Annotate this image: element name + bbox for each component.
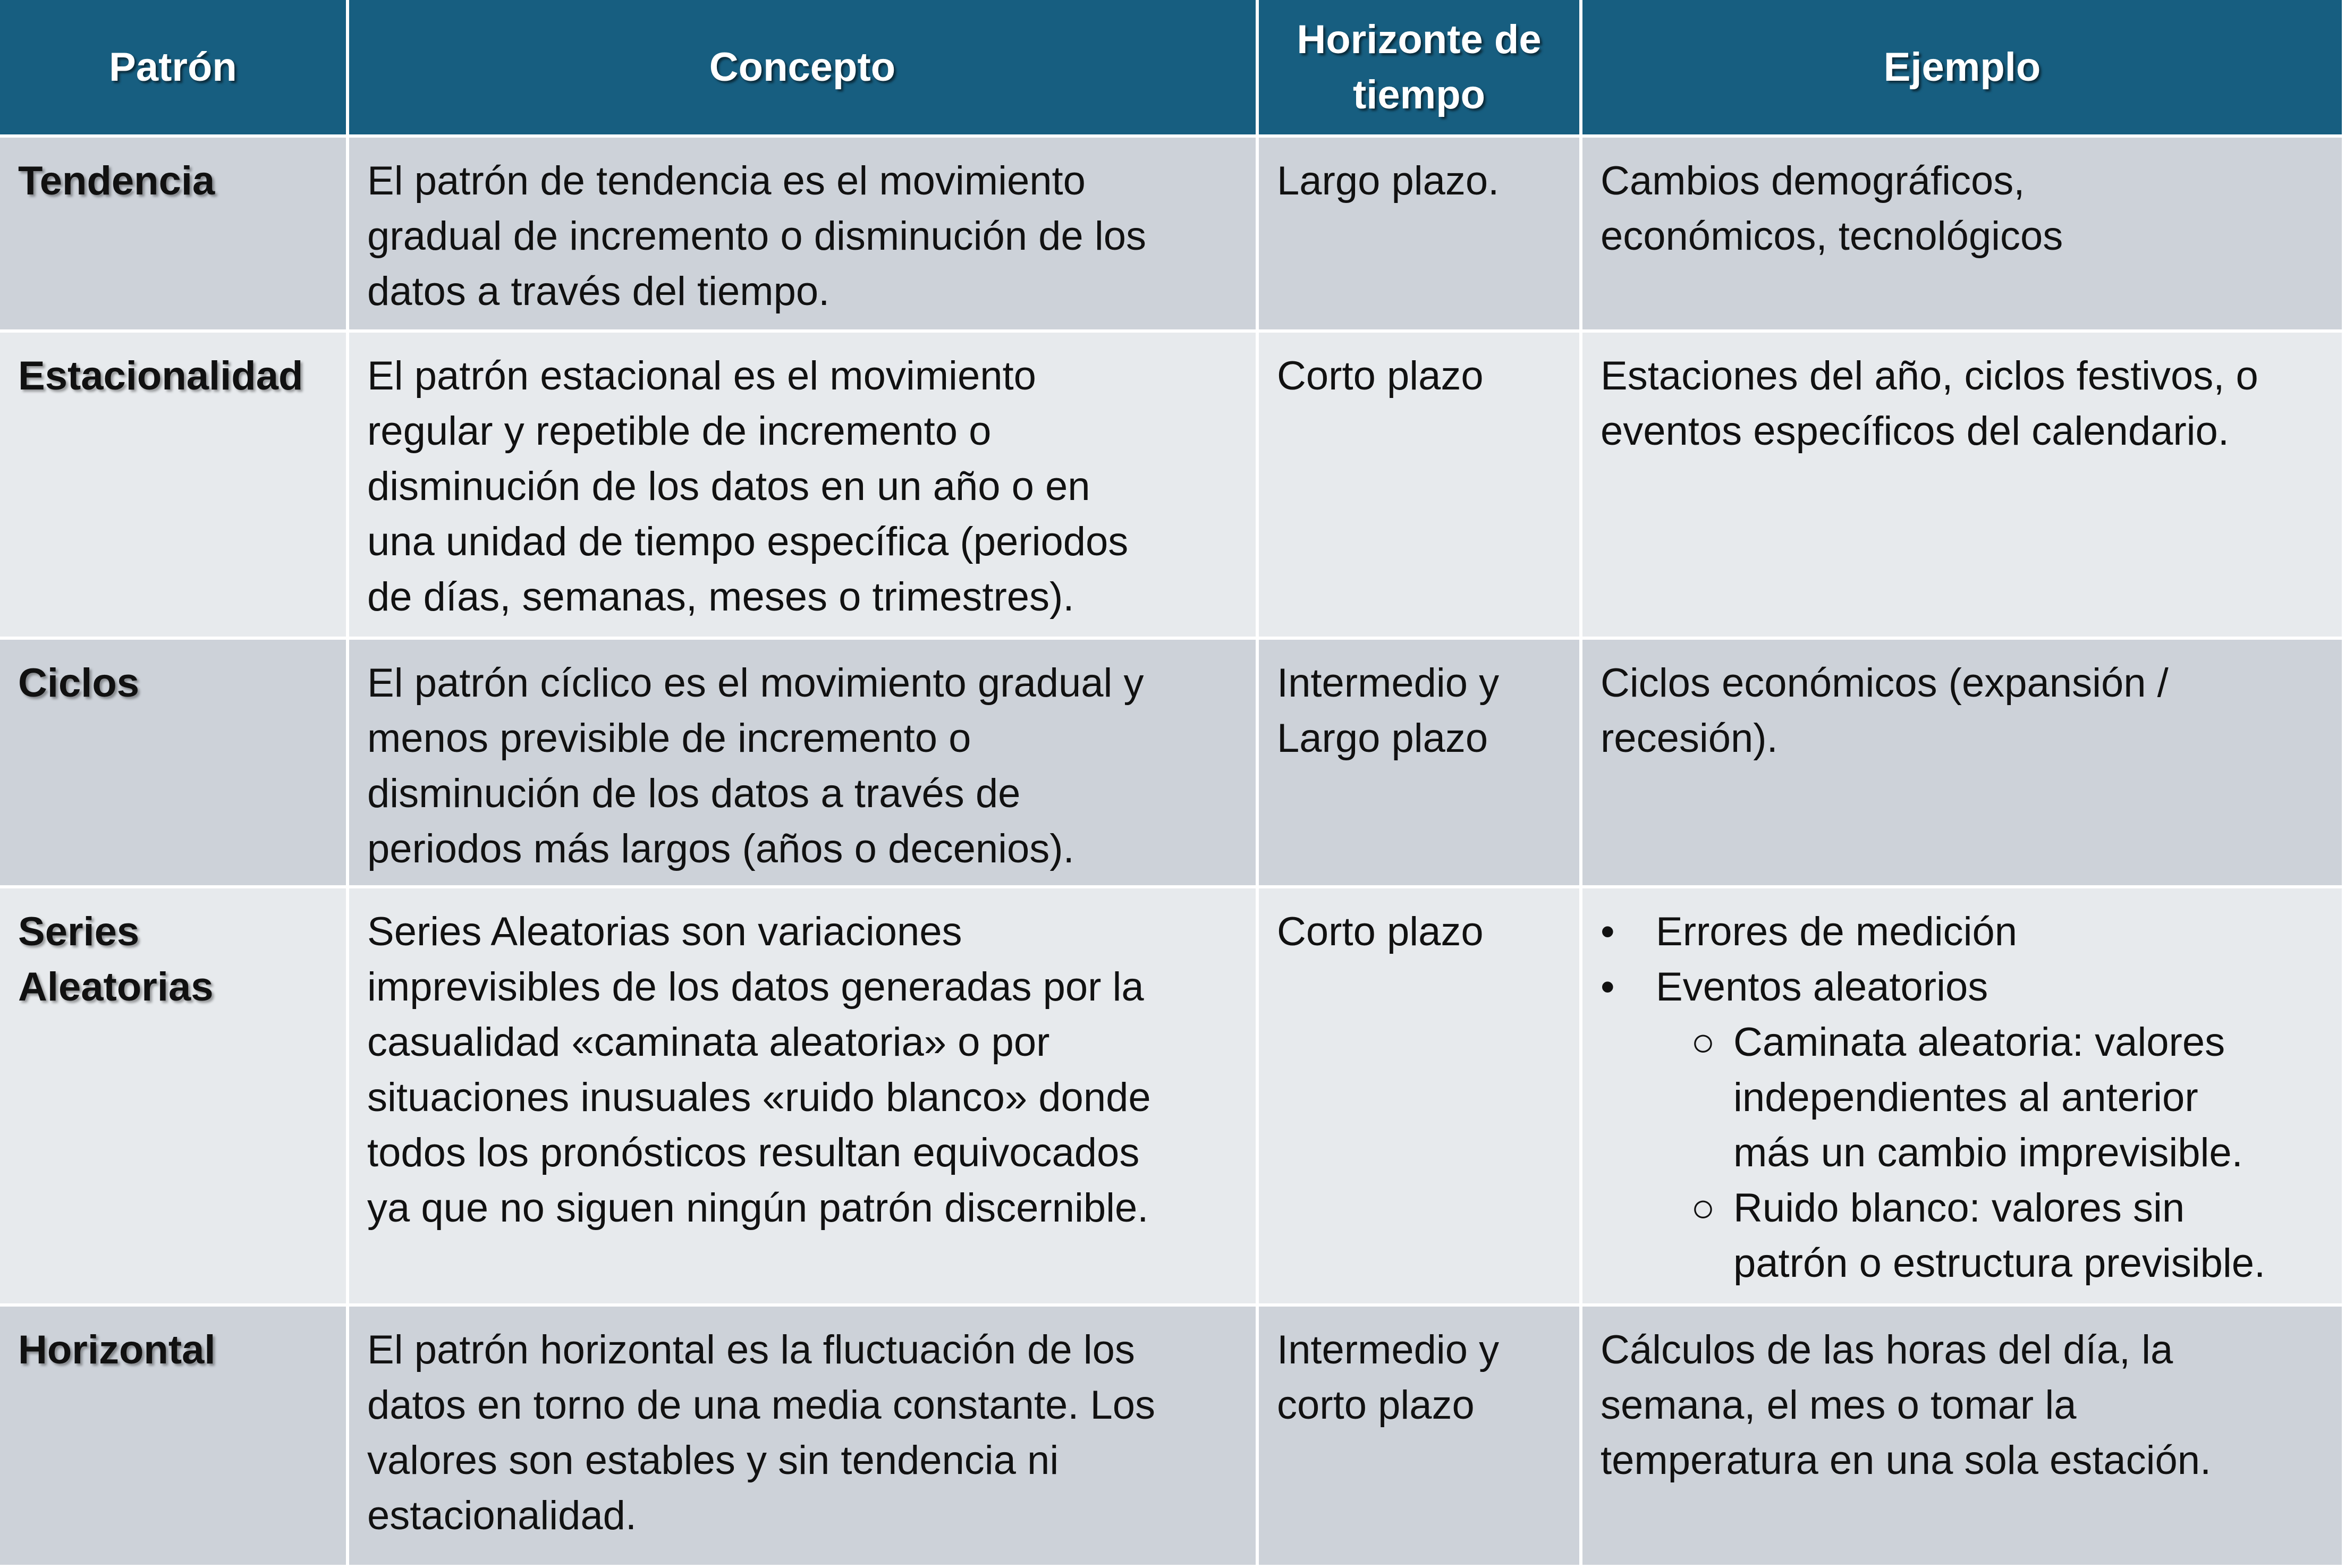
pattern-name: Estacionalidad [18, 353, 303, 399]
cell-patron [0, 888, 349, 1307]
horizon-text: Corto plazo [1277, 909, 1484, 954]
concept-text: disminución de los datos en un año o en [367, 464, 1090, 509]
example-text: recesión). [1601, 716, 1778, 761]
cell-horizonte [1259, 138, 1582, 333]
concept-text: disminución de los datos a través de [367, 771, 1021, 816]
cell-ejemplo [1582, 333, 2345, 640]
header-text: Patrón [109, 44, 237, 90]
concept-text: todos los pronósticos resultan equivocados [367, 1130, 1140, 1175]
cell-horizonte [1259, 333, 1582, 640]
sub-bullet-item: ○ Caminata aleatoria: valores [1601, 1015, 2324, 1070]
pattern-name: Tendencia [18, 158, 215, 204]
sub-bullet-item: independientes al anterior [1733, 1075, 2198, 1120]
horizon-text: Intermedio y [1277, 1327, 1500, 1372]
cell-ejemplo [1582, 1307, 2345, 1568]
example-text: eventos específicos del calendario. [1601, 409, 2229, 454]
cell-horizonte [1259, 1307, 1582, 1568]
bullet-item: • Eventos aleatorios [1601, 960, 2324, 1015]
header-concepto [349, 0, 1259, 138]
example-text: temperatura en una sola estación. [1601, 1438, 2212, 1483]
horizon-text: corto plazo [1277, 1383, 1475, 1428]
cell-concepto [349, 1307, 1259, 1568]
header-text: tiempo [1352, 72, 1486, 117]
concept-text: Series Aleatorias son variaciones [367, 909, 962, 954]
concept-text: datos a través del tiempo. [367, 269, 830, 314]
concept-text: casualidad «caminata aleatoria» o por [367, 1020, 1050, 1065]
horizon-text: Intermedio y [1277, 660, 1500, 706]
pattern-name: Horizontal [18, 1327, 216, 1372]
example-text: Estaciones del año, ciclos festivos, o [1601, 353, 2258, 399]
concept-text: El patrón horizontal es la fluctuación de los [367, 1327, 1135, 1372]
concept-text: El patrón de tendencia es el movimiento [367, 158, 1086, 204]
bullet-item: • Errores de medición [1601, 904, 2324, 960]
pattern-name: Aleatorias [18, 964, 214, 1010]
concept-text: periodos más largos (años o decenios). [367, 826, 1074, 871]
header-horizonte [1259, 0, 1582, 138]
concept-text: imprevisibles de los datos generadas por la [367, 964, 1144, 1010]
header-ejemplo [1582, 0, 2345, 138]
concept-text: gradual de incremento o disminución de los [367, 214, 1146, 259]
header-text: Concepto [709, 44, 896, 90]
cell-concepto [349, 640, 1259, 888]
horizon-text: Corto plazo [1277, 353, 1484, 399]
concept-text: El patrón estacional es el movimiento [367, 353, 1036, 399]
cell-patron [0, 138, 349, 333]
cell-horizonte [1259, 888, 1582, 1307]
cell-patron [0, 1307, 349, 1568]
concept-text: situaciones inusuales «ruido blanco» donde [367, 1075, 1151, 1120]
example-text: Ciclos económicos (expansión / [1601, 660, 2169, 706]
concept-text: regular y repetible de incremento o [367, 409, 992, 454]
horizon-text: Largo plazo [1277, 716, 1488, 761]
concept-text: de días, semanas, meses o trimestres). [367, 574, 1074, 620]
header-patron [0, 0, 349, 138]
sub-bullet-item: patrón o estructura previsible. [1733, 1241, 2266, 1286]
horizon-text: Largo plazo. [1277, 158, 1500, 204]
example-text: Cambios demográficos, [1601, 158, 2025, 204]
concept-text: una unidad de tiempo específica (periodos [367, 519, 1129, 564]
concept-text: valores son estables y sin tendencia ni [367, 1438, 1059, 1483]
cell-patron [0, 640, 349, 888]
concept-text: ya que no siguen ningún patrón discernible. [367, 1185, 1149, 1231]
example-text: económicos, tecnológicos [1601, 214, 2063, 259]
cell-concepto [349, 888, 1259, 1307]
concept-text: datos en torno de una media constante. Los [367, 1383, 1156, 1428]
cell-horizonte [1259, 640, 1582, 888]
cell-concepto [349, 138, 1259, 333]
cell-patron [0, 333, 349, 640]
cell-concepto [349, 333, 1259, 640]
cell-ejemplo [1582, 138, 2345, 333]
pattern-name: Ciclos [18, 660, 140, 706]
example-text: semana, el mes o tomar la [1601, 1383, 2077, 1428]
concept-text: estacionalidad. [367, 1493, 637, 1538]
concept-text: El patrón cíclico es el movimiento gradual y [367, 660, 1144, 706]
sub-bullet-item: más un cambio imprevisible. [1733, 1130, 2243, 1175]
sub-bullet-item: ○ Ruido blanco: valores sin [1601, 1181, 2324, 1236]
example-text: Cálculos de las horas del día, la [1601, 1327, 2173, 1372]
cell-ejemplo [1582, 888, 2345, 1307]
pattern-name: Series [18, 909, 140, 954]
header-text: Horizonte de [1297, 16, 1542, 62]
cell-ejemplo [1582, 640, 2345, 888]
header-text: Ejemplo [1883, 44, 2041, 90]
concept-text: menos previsible de incremento o [367, 716, 971, 761]
